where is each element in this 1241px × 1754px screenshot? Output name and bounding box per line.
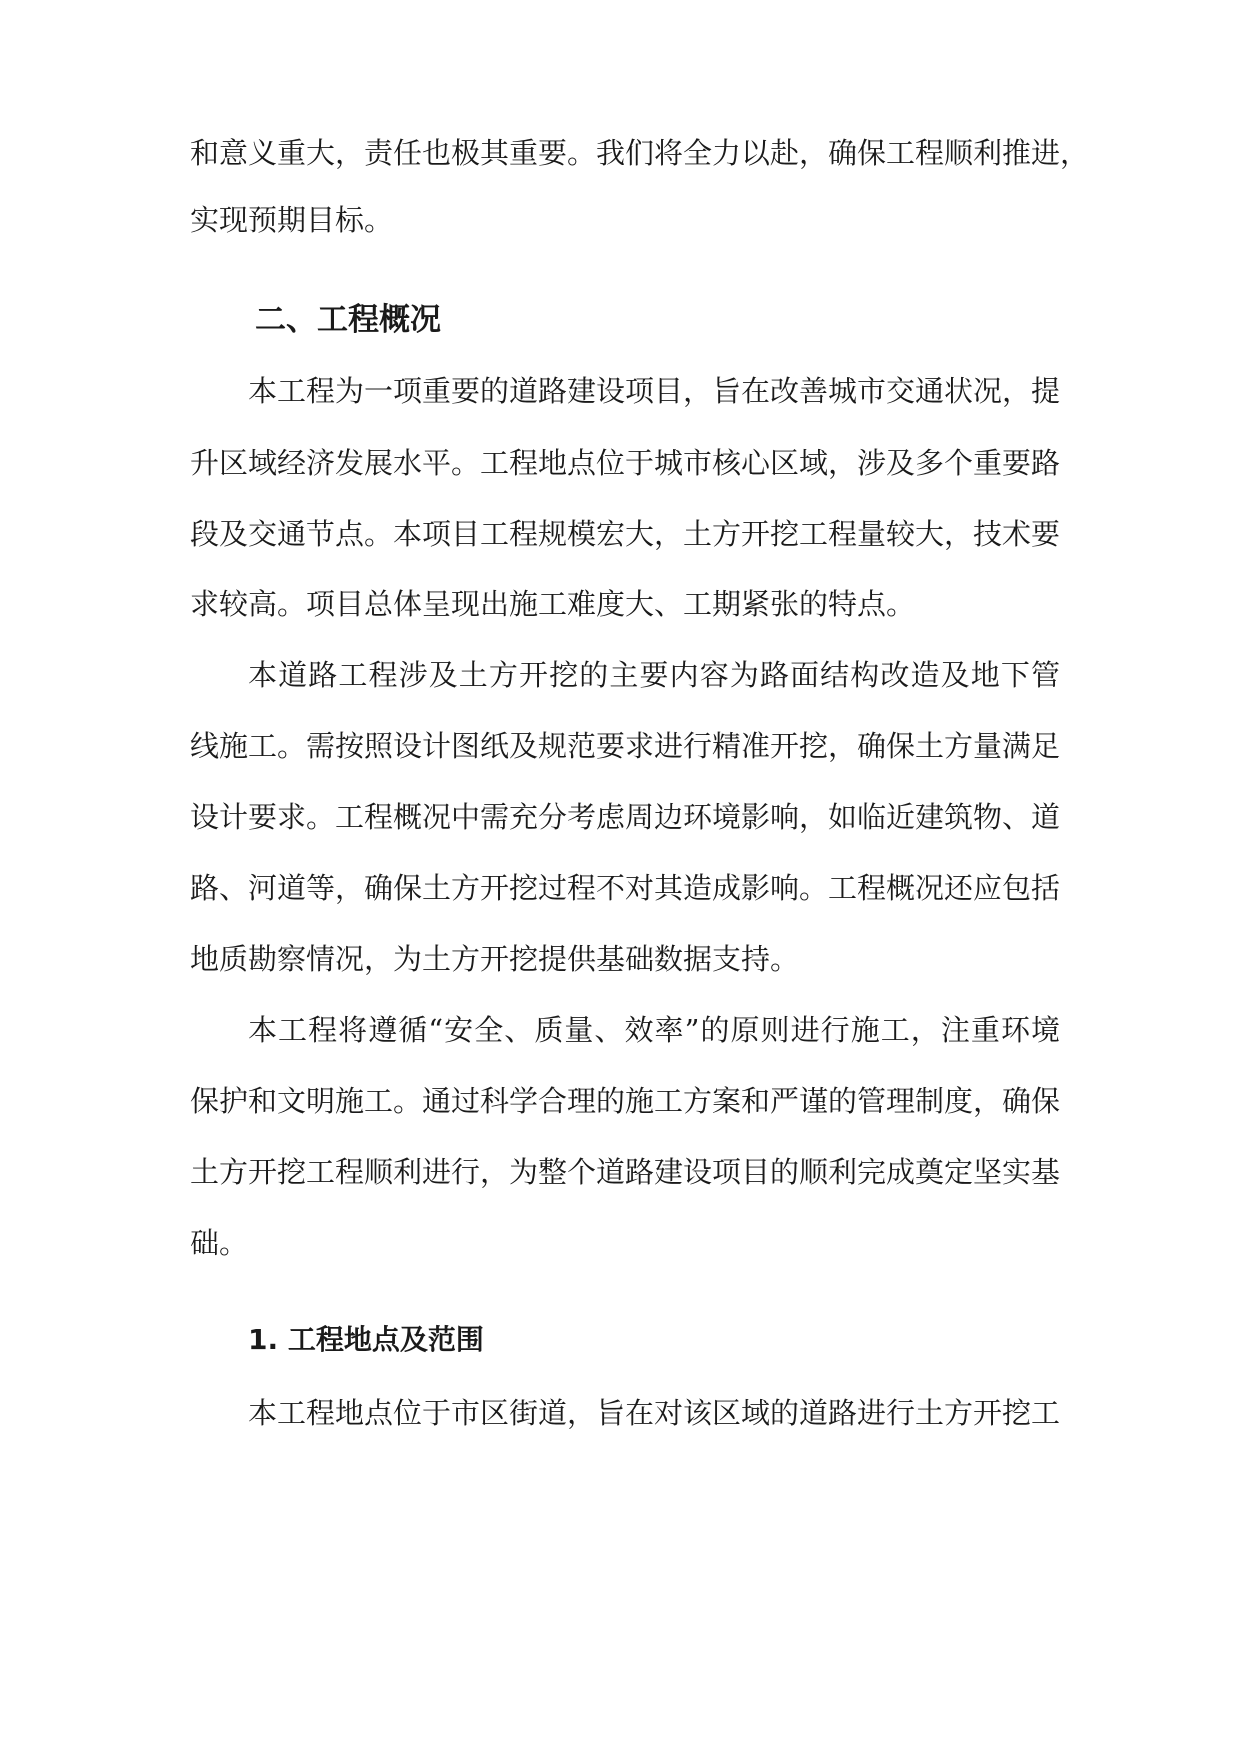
subsection-heading: 1. 工程地点及范围 [248, 1323, 484, 1356]
sub-p1-line-1: 本工程地点位于市区街道，旨在对该区域的道路进行土方开挖工 [248, 1396, 1061, 1430]
p1-line-2: 升区域经济发展水平。工程地点位于城市核心区域，涉及多个重要路 [190, 446, 1061, 480]
p3-line-1: 本工程将遵循“安全、质量、效率”的原则进行施工，注重环境 [248, 1013, 1060, 1047]
p2-line-5: 地质勘察情况，为土方开挖提供基础数据支持。 [190, 942, 800, 976]
p2-line-3: 设计要求。工程概况中需充分考虑周边环境影响，如临近建筑物、道 [190, 800, 1061, 834]
p1-line-3: 段及交通节点。本项目工程规模宏大，土方开挖工程量较大，技术要 [190, 517, 1061, 551]
p3-line-3: 土方开挖工程顺利进行，为整个道路建设项目的顺利完成奠定坚实基 [190, 1155, 1061, 1189]
p2-line-2: 线施工。需按照设计图纸及规范要求进行精准开挖，确保土方量满足 [190, 729, 1061, 763]
p3-line-2: 保护和文明施工。通过科学合理的施工方案和严谨的管理制度，确保 [190, 1084, 1061, 1118]
p2-line-1: 本道路工程涉及土方开挖的主要内容为路面结构改造及地下管 [248, 658, 1060, 692]
intro-line-1: 和意义重大，责任也极其重要。我们将全力以赴，确保工程顺利推进， [190, 136, 1090, 170]
intro-line-2: 实现预期目标。 [190, 203, 394, 237]
p1-line-4: 求较高。项目总体呈现出施工难度大、工期紧张的特点。 [190, 587, 916, 621]
p1-line-1: 本工程为一项重要的道路建设项目，旨在改善城市交通状况，提 [248, 374, 1061, 408]
section-heading: 二、工程概况 [255, 302, 441, 338]
p3-line-4: 础。 [190, 1226, 249, 1260]
p2-line-4: 路、河道等，确保土方开挖过程不对其造成影响。工程概况还应包括 [190, 871, 1061, 905]
